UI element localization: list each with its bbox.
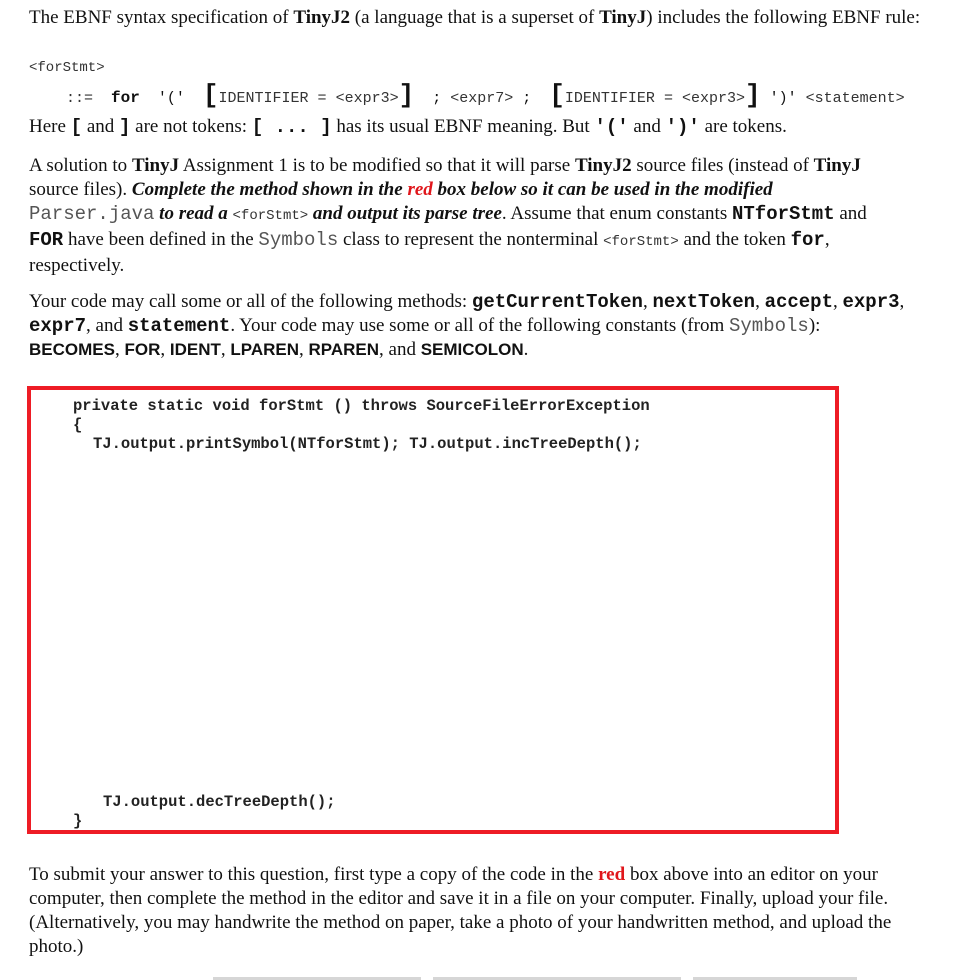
for-keyword: for	[111, 89, 140, 107]
code-answer-box[interactable]	[27, 386, 839, 834]
close-brace: }	[73, 812, 83, 830]
rule-lhs: <forStmt>	[29, 60, 105, 76]
open-brace: {	[73, 416, 83, 434]
brackets-note: Here [ and ] are not tokens: [ ... ] has its usual EBNF meaning. But '(' and ')' are tokens.	[29, 116, 787, 138]
first-code-line: TJ.output.printSymbol(NTforStmt); TJ.output.incTreeDepth();	[93, 435, 642, 453]
tinyj2-term: TinyJ2	[293, 7, 351, 28]
parser-file-name: Parser.java	[29, 203, 155, 225]
last-code-line: TJ.output.decTreeDepth();	[103, 793, 336, 811]
methods-paragraph: Your code may call some or all of the following methods: getCurrentToken, nextToken, accept, expr3, expr7, and statement. Your code may use some or all of the following constants (from Symbols): BECOMES, FOR, IDENT, LPAREN, RPAREN, and SEMICOLON.	[29, 291, 905, 360]
submit-instructions: To submit your answer to this question, first type a copy of the code in the red box above into an editor on your computer, then complete the method in the editor and save it in a file on your computer. Finally, upload your file. (Alternatively, you may handwrite the method on paper, take a photo of your handwritten method, and upload the photo.)	[29, 864, 892, 957]
task-paragraph: A solution to TinyJ Assignment 1 is to be modified so that it will parse TinyJ2 source files (instead of TinyJ source files). Complete the method shown in the red box below so it can be used in the modified Parser.java to read a <forStmt> and output its parse tree. Assume that enum constants NTforStmt and FOR have been defined in the Symbols class to represent the nonterminal <forStmt> and the token for, respectively.	[29, 155, 867, 276]
red-word: red	[407, 179, 433, 200]
red-word-2: red	[598, 864, 626, 885]
intro-paragraph: The EBNF syntax specification of TinyJ2 (a language that is a superset of TinyJ) includes the following EBNF rule:	[29, 7, 921, 28]
tinyj-term: TinyJ	[599, 7, 647, 28]
ebnf-rule: ::= for '(' [IDENTIFIER = <expr3>] ; <expr7> ; [IDENTIFIER = <expr3>] ')' <statement>	[66, 80, 905, 110]
method-signature: private static void forStmt () throws SourceFileErrorException	[73, 397, 650, 415]
